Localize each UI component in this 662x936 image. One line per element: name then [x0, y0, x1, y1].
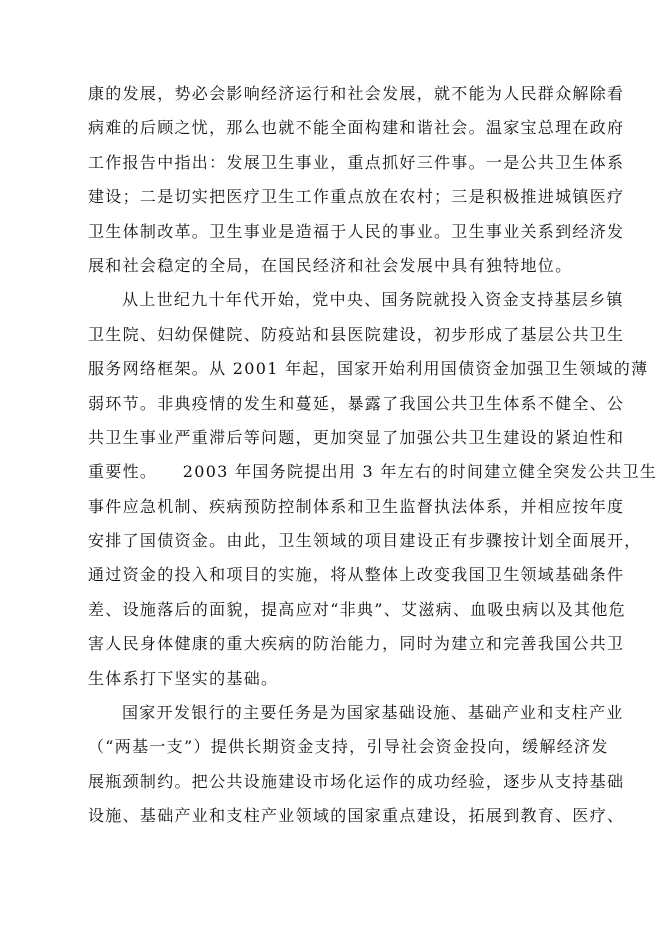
text-line: 从上世纪九十年代开始，党中央、国务院就投入资金支持基层乡镇: [122, 290, 624, 310]
paragraph-2: [88, 283, 658, 696]
text-line: 卫生院、妇幼保健院、防疫站和县医院建设，初步形成了基层公共卫生: [88, 324, 625, 344]
text-line: 害人民身体健康的重大疾病的防治能力，同时为建立和完善我国公共卫: [88, 634, 625, 654]
text-line: 服务网络框架。从 2001 年起，国家开始利用国债资金加强卫生领域的薄: [88, 359, 649, 379]
document-body: [88, 77, 658, 834]
text-line: 工作报告中指出：发展卫生事业，重点抓好三件事。一是公共卫生体系: [88, 152, 625, 172]
text-line: 安排了国债资金。由此，卫生领域的项目建设正有步骤按计划全面展开，: [88, 531, 642, 551]
text-line: 展瓶颈制约。把公共设施建设市场化运作的成功经验，逐步从支持基础: [88, 771, 625, 791]
text-line: 设施、基础产业和支柱产业领域的国家重点建设，拓展到教育、医疗、: [88, 806, 625, 826]
text-line: 通过资金的投入和项目的实施，将从整体上改变我国卫生领域基础条件: [88, 565, 625, 585]
text-line: 事件应急机制、疾病预防控制体系和卫生监督执法体系，并相应按年度: [88, 496, 625, 516]
text-line: 重要性。 2003 年国务院提出用 3 年左右的时间建立健全突发公共卫生: [88, 462, 658, 482]
text-line: （“两基一支”）提供长期资金支持，引导社会资金投向，缓解经济发: [88, 737, 609, 757]
text-line: 共卫生事业严重滞后等问题，更加突显了加强公共卫生建设的紧迫性和: [88, 427, 625, 447]
text-line: 生体系打下坚实的基础。: [88, 668, 279, 688]
paragraph-3: [88, 696, 625, 834]
text-line: 展和社会稳定的全局，在国民经济和社会发展中具有独特地位。: [88, 255, 573, 275]
text-line: 康的发展，势必会影响经济运行和社会发展，就不能为人民群众解除看: [88, 84, 625, 103]
text-line: 病难的后顾之忧，那么也就不能全面构建和谐社会。温家宝总理在政府: [88, 118, 625, 138]
text-line: 弱环节。非典疫情的发生和蔓延，暴露了我国公共卫生体系不健全、公: [88, 393, 625, 413]
text-line: 国家开发银行的主要任务是为国家基础设施、基础产业和支柱产业: [122, 703, 624, 723]
text-line: 差、设施落后的面貌，提高应对“非典”、艾滋病、血吸虫病以及其他危: [88, 599, 626, 619]
paragraph-1: [88, 77, 625, 283]
text-line: 卫生体制改革。卫生事业是造福于人民的事业。卫生事业关系到经济发: [88, 221, 625, 241]
text-line: 建设；二是切实把医疗卫生工作重点放在农村；三是积极推进城镇医疗: [88, 187, 625, 207]
